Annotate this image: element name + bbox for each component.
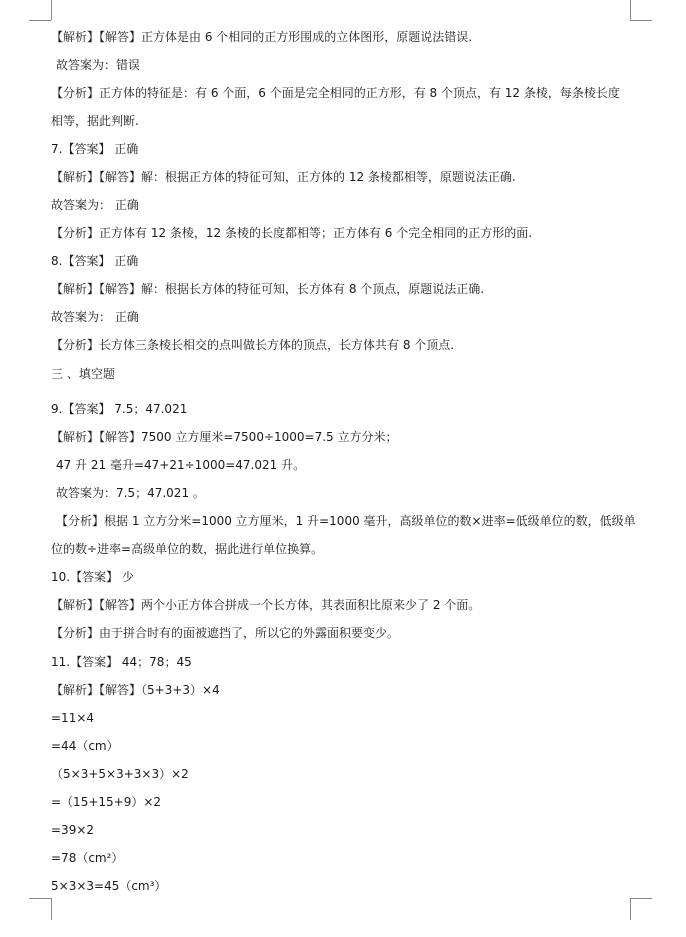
q10-explanation-line: 【解析】【解答】两个小正方体合拼成一个长方体，其表面积比原来少了 2 个面。 <box>51 598 481 612</box>
document-page <box>51 0 641 937</box>
q11-calc-step-5: =39×2 <box>51 823 95 837</box>
q7-analysis-line: 【分析】正方体有 12 条棱，12 条棱的长度都相等；正方体有 6 个完全相同的正方形的面. <box>51 226 533 240</box>
q7-conclusion-line: 故答案为： 正确 <box>51 198 139 212</box>
q10-answer-line: 10.【答案】 少 <box>51 570 134 584</box>
q11-calc-step-1: =11×4 <box>51 711 95 725</box>
q7-answer-line: 7.【答案】 正确 <box>51 142 139 156</box>
q11-calc-step-2: =44（cm） <box>51 739 119 753</box>
q6-analysis-line-2: 相等，据此判断. <box>51 114 139 128</box>
q6-explanation-line: 【解析】【解答】正方体是由 6 个相同的正方形围成的立体图形，原题说法错误. <box>51 30 473 44</box>
q10-analysis-line: 【分析】由于拼合时有的面被遮挡了，所以它的外露面积要变少。 <box>51 626 400 640</box>
crop-mark-top-left-h <box>29 20 51 21</box>
q7-explanation-line: 【解析】【解答】解：根据正方体的特征可知，正方体的 12 条棱都相等，原题说法正确. <box>51 170 516 184</box>
q6-analysis-line-1: 【分析】正方体的特征是：有 6 个面，6 个面是完全相同的正方形，有 8 个顶点，有 12 条棱，每条棱长度 <box>51 86 620 100</box>
q9-explanation-line-2: 47 升 21 毫升=47+21÷1000=47.021 升。 <box>56 458 306 472</box>
q11-calc-step-6: =78（cm²） <box>51 851 124 865</box>
q9-explanation-line-1: 【解析】【解答】7500 立方厘米=7500÷1000=7.5 立方分米； <box>51 430 398 444</box>
q9-conclusion-line: 故答案为：7.5；47.021 。 <box>56 486 205 500</box>
q11-answer-line: 11.【答案】 44；78；45 <box>51 655 192 669</box>
q6-conclusion-line: 故答案为：错误 <box>56 58 141 72</box>
q8-explanation-line: 【解析】【解答】解：根据长方体的特征可知，长方体有 8 个顶点，原题说法正确. <box>51 282 485 296</box>
q8-analysis-line: 【分析】长方体三条棱长相交的点叫做长方体的顶点，长方体共有 8 个顶点. <box>51 338 455 352</box>
q9-answer-line: 9.【答案】 7.5；47.021 <box>51 402 188 416</box>
q9-analysis-line-2: 位的数÷进率=高级单位的数，据此进行单位换算。 <box>51 542 324 556</box>
q11-calc-step-7: 5×3×3=45（cm³） <box>51 879 167 893</box>
q9-analysis-line-1: 【分析】根据 1 立方分米=1000 立方厘米，1 升=1000 毫升，高级单位的数×进率=低级单位的数，低级单 <box>56 514 636 528</box>
section-heading-fill-blank: 三 、填空题 <box>51 367 115 381</box>
q11-explanation-line: 【解析】【解答】（5+3+3）×4 <box>51 683 220 697</box>
q11-calc-step-3: （5×3+5×3+3×3）×2 <box>51 767 189 781</box>
crop-mark-bottom-left-h <box>29 898 51 899</box>
q8-answer-line: 8.【答案】 正确 <box>51 254 139 268</box>
q11-calc-step-4: =（15+15+9）×2 <box>51 795 162 809</box>
q8-conclusion-line: 故答案为： 正确 <box>51 310 139 324</box>
